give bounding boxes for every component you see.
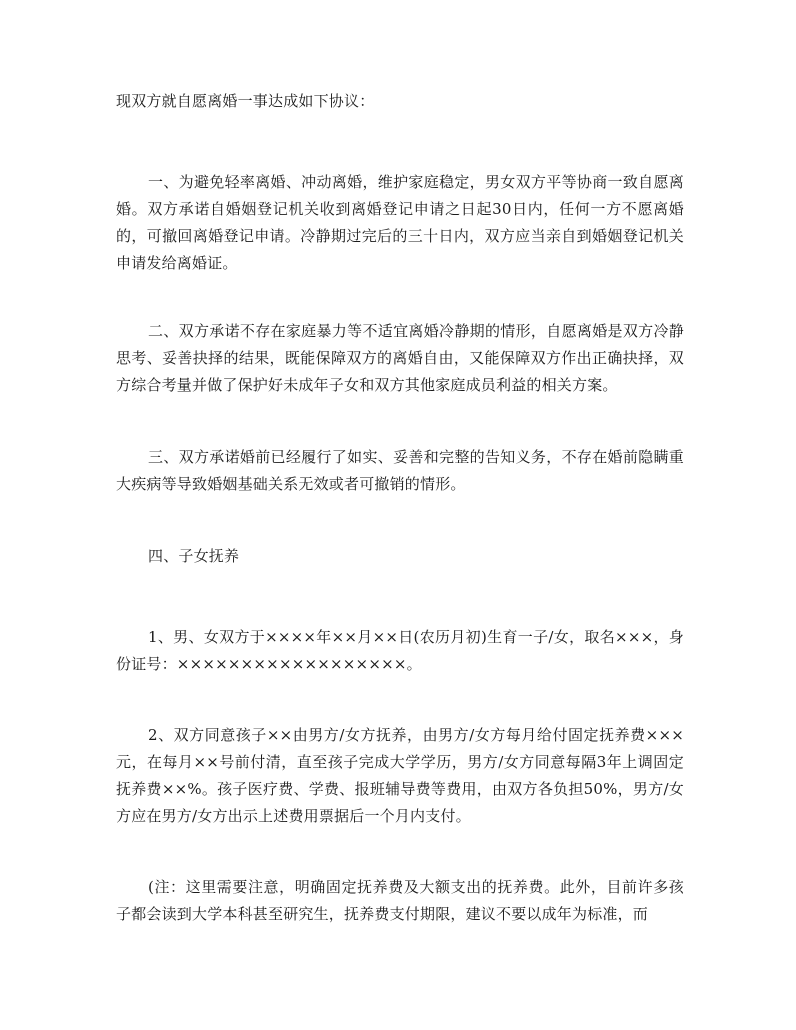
item-1-paragraph: 1、男、女双方于××××年××月××日(农历月初)生育一子/女，取名×××，身份证号：××××××××××××××××××。 — [116, 628, 684, 673]
clause-3-paragraph: 三、双方承诺婚前已经履行了如实、妥善和完整的告知义务，不存在婚前隐瞒重大疾病等导致婚姻基础关系无效或者可撤销的情形。 — [116, 448, 684, 493]
note-paragraph: (注：这里需要注意，明确固定抚养费及大额支出的抚养费。此外，目前许多孩子都会读到大学本科甚至研究生，抚养费支付期限，建议不要以成年为标准，而 — [116, 878, 684, 923]
item-2-paragraph: 2、双方同意孩子××由男方/女方抚养，由男方/女方每月给付固定抚养费×××元，在每月××号前付清，直至孩子完成大学学历，男方/女方同意每隔3年上调固定抚养费××%。孩子医疗费、学费、报班辅导费等费用，由双方各负担50%，男方/女方应在男方/女方出示上述费用票据后一个月内支付。 — [116, 726, 684, 825]
clause-2-paragraph: 二、双方承诺不存在家庭暴力等不适宜离婚冷静期的情形，自愿离婚是双方冷静思考、妥善抉择的结果，既能保障双方的离婚自由，又能保障双方作出正确抉择，双方综合考量并做了保护好未成年子女和双方其他家庭成员利益的相关方案。 — [116, 322, 684, 394]
intro-paragraph: 现双方就自愿离婚一事达成如下协议： — [116, 92, 375, 110]
section-4-heading: 四、子女抚养 — [148, 547, 240, 565]
clause-1-paragraph: 一、为避免轻率离婚、冲动离婚，维护家庭稳定，男女双方平等协商一致自愿离婚。双方承诺自婚姻登记机关收到离婚登记申请之日起30日内，任何一方不愿离婚的，可撤回离婚登记申请。冷静期过完后的三十日内，双方应当亲自到婚姻登记机关申请发给离婚证。 — [116, 173, 684, 272]
